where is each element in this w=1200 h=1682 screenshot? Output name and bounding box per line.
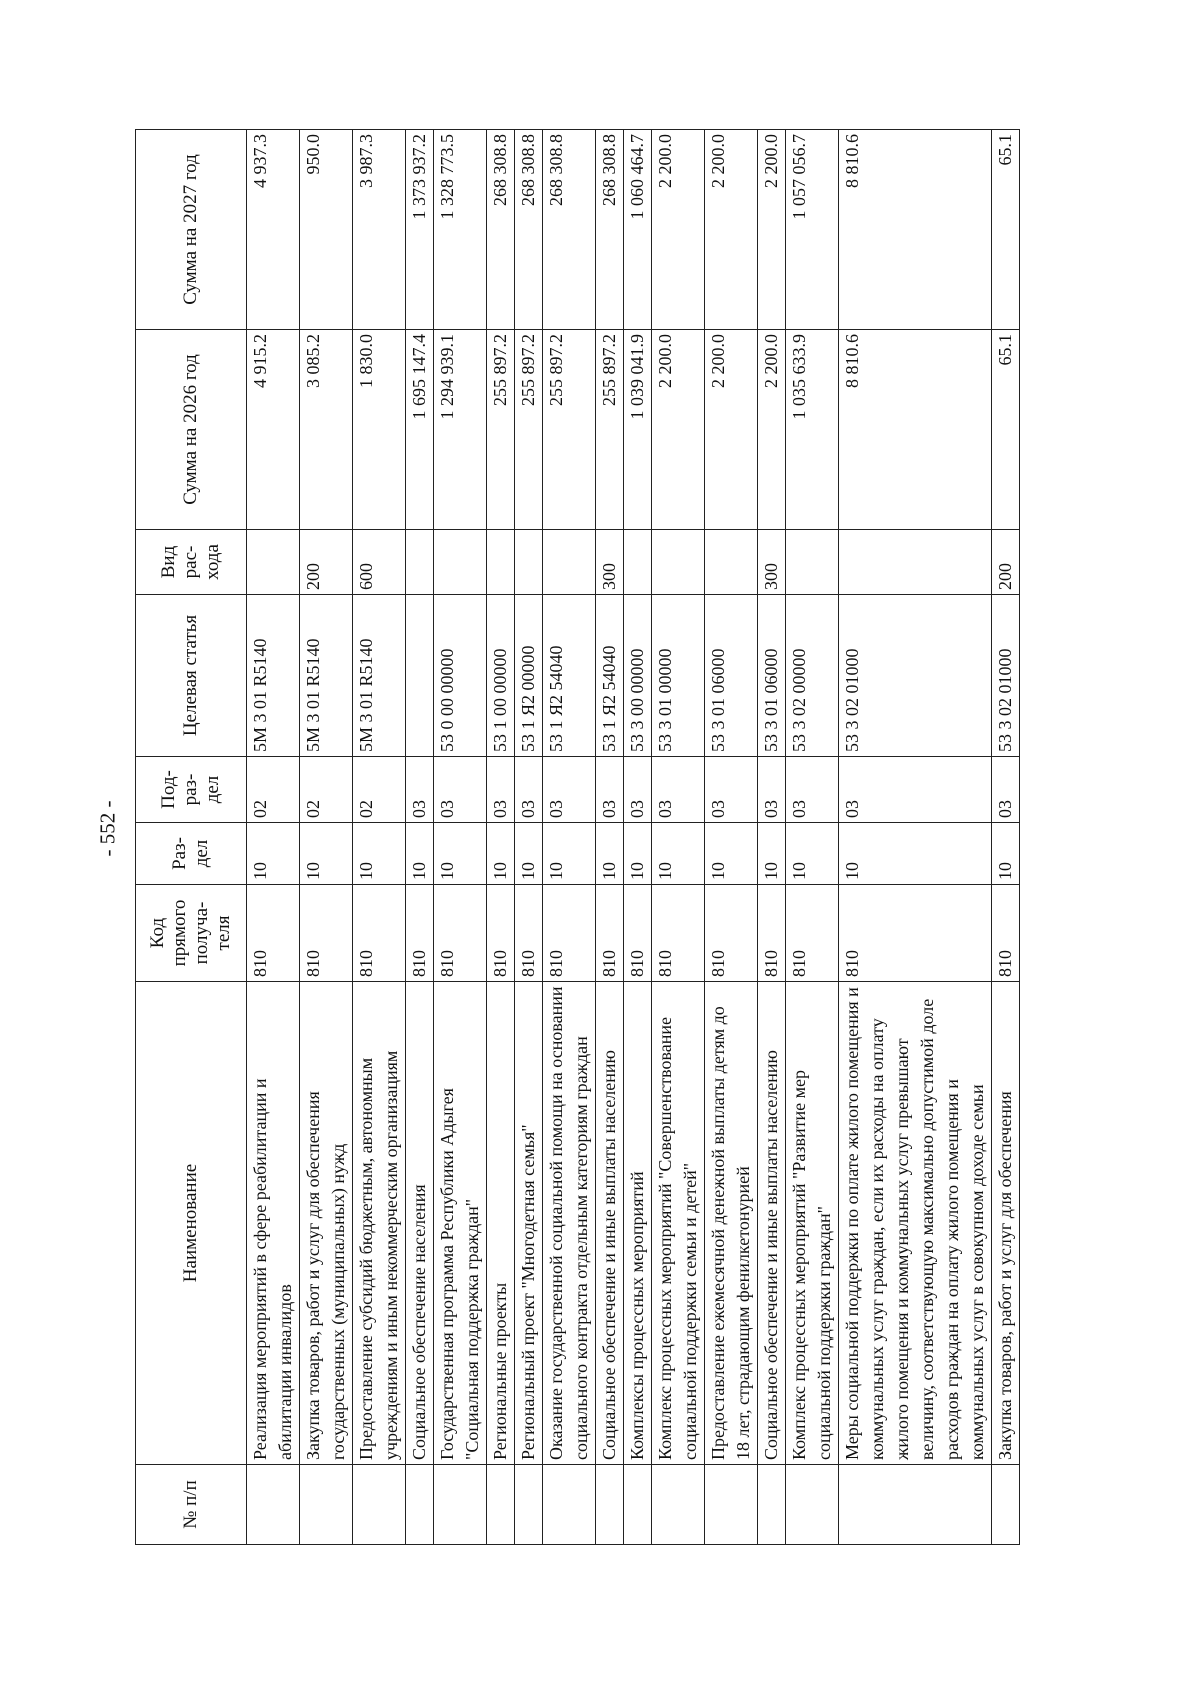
cell-celevaya: 53 3 02 01000	[839, 595, 992, 757]
cell-sum2027: 1 057 056.7	[786, 130, 839, 330]
table-row	[758, 130, 786, 1545]
cell-sum2026: 255 897.2	[487, 330, 515, 530]
cell-kod: 810	[434, 885, 487, 982]
cell-podrazdel: 03	[992, 757, 1020, 823]
cell-vid: 300	[596, 530, 624, 595]
table-row	[515, 130, 543, 1545]
cell-sum2027: 950.0	[300, 130, 353, 330]
cell-podrazdel: 03	[786, 757, 839, 823]
cell-name: Реализация мероприятий в сфере реабилитации и абилитации инвалидов	[247, 982, 300, 1465]
cell-vid	[839, 530, 992, 595]
cell-name: Предоставление ежемесячной денежной выплаты детям до 18 лет, страдающим фенилкетонурией	[705, 982, 758, 1465]
cell-sum2027: 3 987.3	[353, 130, 406, 330]
cell-podrazdel: 03	[839, 757, 992, 823]
cell-sum2026: 1 294 939.1	[434, 330, 487, 530]
cell-podrazdel: 02	[300, 757, 353, 823]
cell-sum2026: 1 035 633.9	[786, 330, 839, 530]
cell-vid	[705, 530, 758, 595]
cell-name: Социальное обеспечение населения	[406, 982, 434, 1465]
cell-kod: 810	[839, 885, 992, 982]
cell-name: Региональный проект "Многодетная семья"	[515, 982, 543, 1465]
cell-name: Комплекс процессных мероприятий "Развитие мер социальной поддержки граждан"	[786, 982, 839, 1465]
cell-npp	[515, 1465, 543, 1545]
cell-npp	[758, 1465, 786, 1545]
cell-kod: 810	[992, 885, 1020, 982]
cell-npp	[652, 1465, 705, 1545]
header-sum2027: Сумма на 2027 год	[136, 130, 247, 330]
cell-celevaya: 53 3 01 06000	[705, 595, 758, 757]
cell-sum2026: 255 897.2	[596, 330, 624, 530]
cell-name: Государственная программа Республики Адыгея "Социальная поддержка граждан"	[434, 982, 487, 1465]
cell-kod: 810	[406, 885, 434, 982]
cell-kod: 810	[624, 885, 652, 982]
budget-table	[135, 129, 1020, 1545]
cell-npp	[839, 1465, 992, 1545]
cell-npp	[353, 1465, 406, 1545]
cell-kod: 810	[515, 885, 543, 982]
cell-sum2026: 1 830.0	[353, 330, 406, 530]
header-celevaya: Целевая статья	[136, 595, 247, 757]
cell-name: Закупка товаров, работ и услуг для обеспечения	[992, 982, 1020, 1465]
cell-kod: 810	[596, 885, 624, 982]
cell-sum2027: 2 200.0	[705, 130, 758, 330]
cell-sum2026: 1 695 147.4	[406, 330, 434, 530]
cell-sum2027: 1 328 773.5	[434, 130, 487, 330]
cell-npp	[434, 1465, 487, 1545]
cell-kod: 810	[353, 885, 406, 982]
header-vid: Вид рас-хода	[136, 530, 247, 595]
cell-razdel: 10	[992, 823, 1020, 885]
table-row	[786, 130, 839, 1545]
header-kod: Код прямого получа-теля	[136, 885, 247, 982]
header-podrazdel: Под-раз-дел	[136, 757, 247, 823]
header-sum2026: Сумма на 2026 год	[136, 330, 247, 530]
cell-sum2027: 2 200.0	[758, 130, 786, 330]
cell-sum2026: 255 897.2	[515, 330, 543, 530]
cell-razdel: 10	[353, 823, 406, 885]
cell-razdel: 10	[543, 823, 596, 885]
cell-vid: 200	[992, 530, 1020, 595]
table-row	[705, 130, 758, 1545]
cell-name: Социальное обеспечение и иные выплаты населению	[596, 982, 624, 1465]
cell-vid	[487, 530, 515, 595]
cell-name: Комплексы процессных мероприятий	[624, 982, 652, 1465]
table-header-row	[136, 130, 247, 1545]
cell-razdel: 10	[300, 823, 353, 885]
table-row	[434, 130, 487, 1545]
cell-kod: 810	[247, 885, 300, 982]
cell-razdel: 10	[487, 823, 515, 885]
cell-name: Оказание государственной социальной помощи на основании социального контракта отдельным категориям граждан	[543, 982, 596, 1465]
cell-npp	[705, 1465, 758, 1545]
cell-vid: 600	[353, 530, 406, 595]
cell-kod: 810	[705, 885, 758, 982]
cell-npp	[543, 1465, 596, 1545]
table-row	[839, 130, 992, 1545]
cell-kod: 810	[543, 885, 596, 982]
page-number: - 552 -	[95, 800, 120, 857]
cell-podrazdel: 02	[353, 757, 406, 823]
cell-npp	[487, 1465, 515, 1545]
cell-celevaya: 5М 3 01 R5140	[300, 595, 353, 757]
header-npp: № п/п	[136, 1465, 247, 1545]
cell-name: Комплекс процессных мероприятий "Совершенствование социальной поддержки семьи и детей"	[652, 982, 705, 1465]
cell-sum2027: 8 810.6	[839, 130, 992, 330]
cell-razdel: 10	[515, 823, 543, 885]
cell-kod: 810	[300, 885, 353, 982]
cell-razdel: 10	[839, 823, 992, 885]
cell-sum2026: 2 200.0	[705, 330, 758, 530]
cell-podrazdel: 03	[543, 757, 596, 823]
cell-celevaya: 53 1 Я2 54040	[543, 595, 596, 757]
cell-razdel: 10	[434, 823, 487, 885]
cell-celevaya: 53 0 00 00000	[434, 595, 487, 757]
cell-name: Предоставление субсидий бюджетным, автономным учреждениям и иным некоммерческим организациям	[353, 982, 406, 1465]
cell-vid	[652, 530, 705, 595]
cell-celevaya: 53 3 02 00000	[786, 595, 839, 757]
cell-celevaya: 5М 3 01 R5140	[353, 595, 406, 757]
cell-vid	[624, 530, 652, 595]
cell-celevaya: 53 3 01 00000	[652, 595, 705, 757]
cell-razdel: 10	[705, 823, 758, 885]
table-row	[543, 130, 596, 1545]
cell-podrazdel: 03	[487, 757, 515, 823]
cell-sum2027: 65.1	[992, 130, 1020, 330]
cell-sum2027: 268 308.8	[515, 130, 543, 330]
cell-celevaya: 53 3 00 00000	[624, 595, 652, 757]
cell-sum2027: 268 308.8	[596, 130, 624, 330]
cell-razdel: 10	[758, 823, 786, 885]
cell-podrazdel: 03	[705, 757, 758, 823]
cell-sum2027: 4 937.3	[247, 130, 300, 330]
cell-sum2026: 65.1	[992, 330, 1020, 530]
table-row	[652, 130, 705, 1545]
rotated-table-container	[135, 130, 1015, 1545]
cell-npp	[300, 1465, 353, 1545]
cell-sum2027: 1 060 464.7	[624, 130, 652, 330]
cell-sum2026: 1 039 041.9	[624, 330, 652, 530]
cell-npp	[624, 1465, 652, 1545]
cell-podrazdel: 03	[758, 757, 786, 823]
cell-podrazdel: 03	[596, 757, 624, 823]
table-row	[487, 130, 515, 1545]
cell-vid	[786, 530, 839, 595]
table-row	[406, 130, 434, 1545]
header-name: Наименование	[136, 982, 247, 1465]
cell-name: Закупка товаров, работ и услуг для обеспечения государственных (муниципальных) нужд	[300, 982, 353, 1465]
cell-kod: 810	[487, 885, 515, 982]
cell-kod: 810	[652, 885, 705, 982]
cell-name: Региональные проекты	[487, 982, 515, 1465]
cell-celevaya: 53 3 02 01000	[992, 595, 1020, 757]
cell-kod: 810	[786, 885, 839, 982]
table-row	[624, 130, 652, 1545]
cell-sum2026: 255 897.2	[543, 330, 596, 530]
cell-podrazdel: 02	[247, 757, 300, 823]
table-row	[992, 130, 1020, 1545]
cell-vid	[406, 530, 434, 595]
cell-celevaya: 53 1 00 00000	[487, 595, 515, 757]
cell-celevaya	[406, 595, 434, 757]
cell-sum2027: 268 308.8	[543, 130, 596, 330]
cell-razdel: 10	[406, 823, 434, 885]
cell-celevaya: 53 1 Я2 54040	[596, 595, 624, 757]
cell-vid	[434, 530, 487, 595]
cell-npp	[786, 1465, 839, 1545]
cell-name: Меры социальной поддержки по оплате жилого помещения и коммунальных услуг граждан, если их расходы на оплату жилого помещения и коммунальных услуг превышают величину, соответствующую максимально допустимой доле расходов граждан на оплату жилого помещения и коммунальных услуг в совокупном доходе семьи	[839, 982, 992, 1465]
cell-vid	[515, 530, 543, 595]
cell-sum2026: 3 085.2	[300, 330, 353, 530]
table-row	[300, 130, 353, 1545]
cell-npp	[406, 1465, 434, 1545]
cell-razdel: 10	[786, 823, 839, 885]
cell-sum2027: 1 373 937.2	[406, 130, 434, 330]
cell-vid	[247, 530, 300, 595]
table-row	[353, 130, 406, 1545]
cell-podrazdel: 03	[515, 757, 543, 823]
cell-vid: 300	[758, 530, 786, 595]
cell-sum2026: 2 200.0	[652, 330, 705, 530]
header-razdel: Раз-дел	[136, 823, 247, 885]
cell-razdel: 10	[596, 823, 624, 885]
table-row	[596, 130, 624, 1545]
cell-celevaya: 53 3 01 06000	[758, 595, 786, 757]
cell-podrazdel: 03	[434, 757, 487, 823]
cell-sum2026: 8 810.6	[839, 330, 992, 530]
cell-sum2027: 268 308.8	[487, 130, 515, 330]
cell-sum2026: 4 915.2	[247, 330, 300, 530]
cell-sum2026: 2 200.0	[758, 330, 786, 530]
cell-sum2027: 2 200.0	[652, 130, 705, 330]
cell-celevaya: 53 1 Я2 00000	[515, 595, 543, 757]
cell-podrazdel: 03	[624, 757, 652, 823]
cell-razdel: 10	[652, 823, 705, 885]
cell-npp	[596, 1465, 624, 1545]
cell-npp	[992, 1465, 1020, 1545]
cell-vid: 200	[300, 530, 353, 595]
cell-razdel: 10	[247, 823, 300, 885]
table-row	[247, 130, 300, 1545]
cell-razdel: 10	[624, 823, 652, 885]
cell-kod: 810	[758, 885, 786, 982]
cell-vid	[543, 530, 596, 595]
cell-podrazdel: 03	[652, 757, 705, 823]
cell-podrazdel: 03	[406, 757, 434, 823]
cell-celevaya: 5М 3 01 R5140	[247, 595, 300, 757]
table-body	[247, 130, 1020, 1545]
cell-npp	[247, 1465, 300, 1545]
cell-name: Социальное обеспечение и иные выплаты населению	[758, 982, 786, 1465]
